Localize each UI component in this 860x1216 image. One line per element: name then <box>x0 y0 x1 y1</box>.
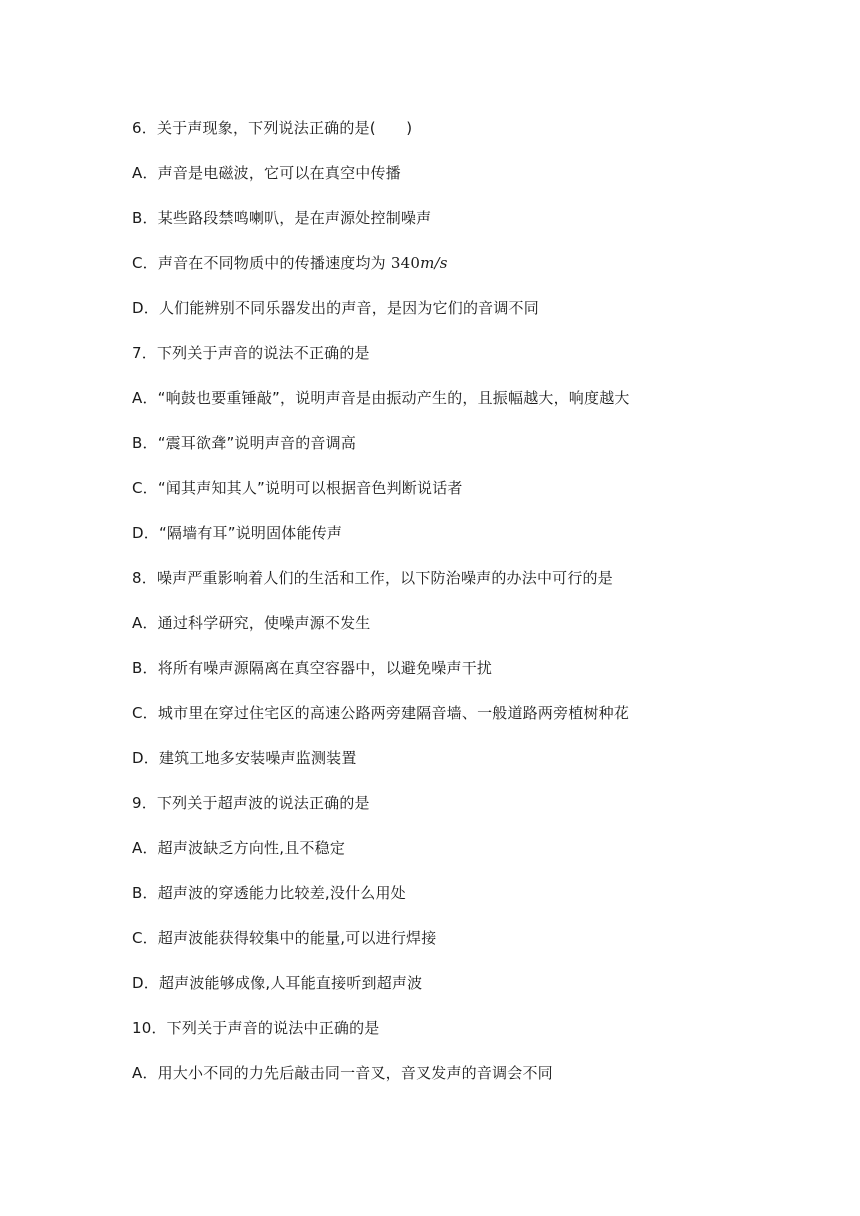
question-9-stem: 9．下列关于超声波的说法正确的是 <box>132 794 370 812</box>
question-6-option-d: D．人们能辨别不同乐器发出的声音，是因为它们的音调不同 <box>132 299 539 317</box>
question-7-option-c: C．“闻其声知其人”说明可以根据音色判断说话者 <box>132 479 463 497</box>
question-9-option-a: A．超声波缺乏方向性,且不稳定 <box>132 839 346 857</box>
question-6-stem: 6．关于声现象，下列说法正确的是( ) <box>132 119 413 137</box>
question-9-option-d: D．超声波能够成像,人耳能直接听到超声波 <box>132 974 423 992</box>
question-9-option-c: C．超声波能获得较集中的能量,可以进行焊接 <box>132 929 437 947</box>
question-6-option-c-value: 340 <box>390 254 421 272</box>
question-6-option-c-text: C．声音在不同物质中的传播速度均为 <box>132 254 386 272</box>
question-10-option-a: A．用大小不同的力先后敲击同一音叉，音叉发声的音调会不同 <box>132 1064 553 1082</box>
question-7-stem: 7．下列关于声音的说法不正确的是 <box>132 344 370 362</box>
question-7-option-b: B．“震耳欲聋”说明声音的音调高 <box>132 434 357 452</box>
question-7-option-a: A．“响鼓也要重锤敲”，说明声音是由振动产生的，且振幅越大，响度越大 <box>132 389 630 407</box>
question-9-option-b: B．超声波的穿透能力比较差,没什么用处 <box>132 884 406 902</box>
question-6-option-c <box>132 253 448 273</box>
question-8-option-b: B．将所有噪声源隔离在真空容器中，以避免噪声干扰 <box>132 659 493 677</box>
question-10-stem: 10．下列关于声音的说法中正确的是 <box>132 1019 380 1037</box>
question-6-option-a: A．声音是电磁波，它可以在真空中传播 <box>132 164 401 182</box>
question-8-option-c: C．城市里在穿过住宅区的高速公路两旁建隔音墙、一般道路两旁植树种花 <box>132 704 630 722</box>
question-6-option-c-unit: m/s <box>420 254 448 272</box>
question-8-option-a: A．通过科学研究，使噪声源不发生 <box>132 614 371 632</box>
question-7-option-d: D．“隔墙有耳”说明固体能传声 <box>132 524 343 542</box>
question-6-option-b: B．某些路段禁鸣喇叭，是在声源处控制噪声 <box>132 209 432 227</box>
question-8-stem: 8．噪声严重影响着人们的生活和工作，以下防治噪声的办法中可行的是 <box>132 569 613 587</box>
question-8-option-d: D．建筑工地多安装噪声监测装置 <box>132 749 357 767</box>
